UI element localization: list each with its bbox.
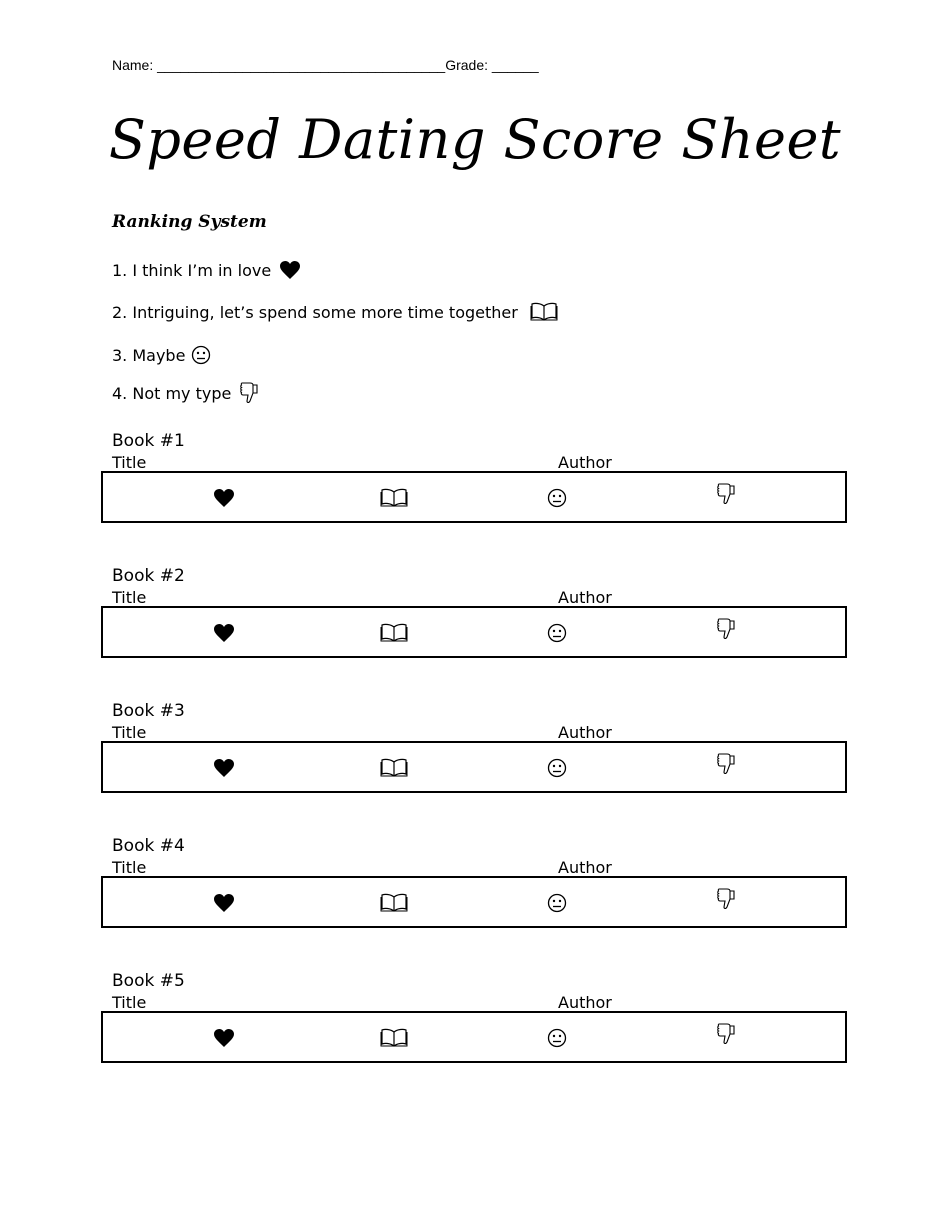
name-blank[interactable]: _____________________________________ xyxy=(157,57,446,73)
rank-item-label: 2. Intriguing, let’s spend some more time together xyxy=(112,302,518,322)
author-label: Author xyxy=(558,723,612,742)
book-label: Book #5 xyxy=(112,971,185,991)
book-label: Book #1 xyxy=(112,431,185,451)
thumbs-down-icon[interactable] xyxy=(712,1022,742,1046)
heart-icon[interactable] xyxy=(209,756,239,780)
grade-label: Grade: xyxy=(445,57,489,73)
title-label: Title xyxy=(112,453,147,472)
open-book-icon[interactable] xyxy=(379,486,409,510)
name-grade-line xyxy=(112,57,539,73)
title-label: Title xyxy=(112,588,147,607)
book-label: Book #2 xyxy=(112,566,185,586)
title-label: Title xyxy=(112,993,147,1012)
thumbs-down-icon[interactable] xyxy=(712,752,742,776)
heart-icon[interactable] xyxy=(209,891,239,915)
author-label: Author xyxy=(558,453,612,472)
name-label: Name: xyxy=(112,57,154,73)
thumbs-down-icon[interactable] xyxy=(712,482,742,506)
rank-item-4 xyxy=(112,381,261,405)
rating-box xyxy=(101,1011,847,1063)
open-book-icon[interactable] xyxy=(379,756,409,780)
neutral-face-icon xyxy=(191,345,211,365)
thumbs-down-icon[interactable] xyxy=(712,887,742,911)
thumbs-down-icon[interactable] xyxy=(712,617,742,641)
rating-box xyxy=(101,741,847,793)
rank-item-3 xyxy=(112,345,211,365)
heart-icon[interactable] xyxy=(209,621,239,645)
rating-box xyxy=(101,471,847,523)
open-book-icon[interactable] xyxy=(379,621,409,645)
neutral-face-icon[interactable] xyxy=(542,1026,572,1050)
rank-item-2 xyxy=(112,302,558,322)
heart-icon[interactable] xyxy=(209,486,239,510)
rank-item-label: 4. Not my type xyxy=(112,383,232,403)
rank-item-1 xyxy=(112,260,301,280)
ranking-system-heading: Ranking System xyxy=(112,212,267,232)
page-title: Speed Dating Score Sheet xyxy=(108,108,842,171)
grade-blank[interactable]: ______ xyxy=(491,57,539,73)
heart-icon xyxy=(279,260,301,280)
author-label: Author xyxy=(558,858,612,877)
open-book-icon[interactable] xyxy=(379,891,409,915)
open-book-icon xyxy=(530,302,558,322)
author-label: Author xyxy=(558,588,612,607)
book-label: Book #3 xyxy=(112,701,185,721)
open-book-icon[interactable] xyxy=(379,1026,409,1050)
book-label: Book #4 xyxy=(112,836,185,856)
heart-icon[interactable] xyxy=(209,1026,239,1050)
neutral-face-icon[interactable] xyxy=(542,621,572,645)
thumbs-down-icon xyxy=(239,381,261,405)
rating-box xyxy=(101,606,847,658)
title-label: Title xyxy=(112,858,147,877)
neutral-face-icon[interactable] xyxy=(542,891,572,915)
title-label: Title xyxy=(112,723,147,742)
neutral-face-icon[interactable] xyxy=(542,486,572,510)
rating-box xyxy=(101,876,847,928)
author-label: Author xyxy=(558,993,612,1012)
rank-item-label: 3. Maybe xyxy=(112,345,186,365)
rank-item-label: 1. I think I’m in love xyxy=(112,260,272,280)
neutral-face-icon[interactable] xyxy=(542,756,572,780)
